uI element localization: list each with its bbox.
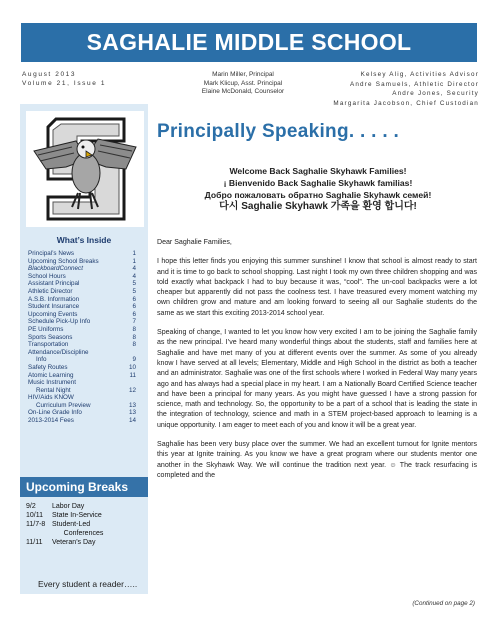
toc-item[interactable]: Sports Seasons 8 (28, 333, 136, 341)
newsletter-title: SAGHALIE MIDDLE SCHOOL (21, 23, 477, 62)
letter-salutation: Dear Saghalie Families, (157, 239, 232, 246)
toc-item[interactable]: Upcoming Events 6 (28, 310, 136, 318)
toc-item[interactable]: Principal’s News 1 (28, 250, 136, 257)
break-item: 11/11 Veteran’s Day (26, 539, 96, 546)
continued-note[interactable]: (Continued on page 2) (412, 600, 475, 607)
issue-date: August 2013 (22, 71, 77, 78)
toc-item[interactable]: A.S.B. Information 6 (28, 295, 136, 303)
toc-item[interactable]: Rental Night 12 (36, 386, 136, 394)
staff-activities: Kelsey Alig, Activities Advisor (360, 71, 479, 78)
toc-item[interactable]: Music Instrument (28, 379, 76, 387)
reader-slogan: Every student a reader….. (38, 579, 138, 589)
toc-item[interactable]: PE Uniforms 8 (28, 325, 136, 333)
toc-item[interactable]: BlackboardConnect 4 (28, 265, 136, 273)
principal-letter (157, 238, 477, 490)
article-title: Principally Speaking. . . . . (157, 121, 400, 142)
staff-list (333, 70, 479, 108)
letter-paragraph: I hope this letter finds you enjoying this summer sunshine! I know that school is almost ready to start and it is time to go back to school shopping. Last night I took my own three children shopping and was told exactly what backpack I had to buy because it was, “cool”. The un-cool backpacks were a lot cheaper but apparently did not pass the coolness test. I have treasured every moment watching my own children grow and mature and am looking forward to seeing all our Saghalie students do the same as we start this exciting 2013-2014 school year. (157, 258, 477, 317)
greeting-english: Welcome Back Saghalie Skyhawk Families! (229, 166, 407, 176)
staff-custodian: Margarita Jacobson, Chief Custodian (333, 99, 479, 107)
break-item: 10/11 State In-Service (26, 512, 102, 519)
toc-item[interactable]: Upcoming School Breaks 1 (28, 257, 136, 265)
toc-item[interactable]: Assistant Principal 5 (28, 280, 136, 288)
table-of-contents (28, 250, 136, 425)
break-item: 9/2 Labor Day (26, 503, 85, 510)
upcoming-breaks-heading: Upcoming Breaks (20, 477, 148, 497)
administration-list (168, 71, 318, 97)
whats-inside-heading: What’s Inside (56, 235, 112, 245)
toc-item[interactable]: Athletic Director 5 (28, 287, 136, 295)
letter-paragraph: Saghalie has been very busy place over the summer. We had an excellent turnout for Ignite mentors this year at Ignite training. As you know we have a great program where our students mentor one another in the Skyhawk Way. We will continue the tradition next year. ☺ The track resurfacing is completed and the (157, 441, 477, 479)
toc-item[interactable]: Safety Routes 10 (28, 363, 136, 371)
toc-item[interactable]: On-Line Grade Info 13 (28, 409, 136, 417)
toc-item[interactable]: Transportation 8 (28, 341, 136, 349)
greeting-korean: 다시 Saghalie Skyhawk 가족을 환영 합니다! (219, 201, 417, 212)
toc-item[interactable]: Atomic Learning 11 (28, 371, 136, 379)
break-item: Conferences (52, 530, 104, 537)
toc-item[interactable]: HIV/Aids KNOW (28, 394, 74, 402)
staff-security: Andre Jones, Security (392, 90, 479, 97)
upcoming-breaks-list (26, 502, 144, 547)
issue-volume: Volume 21, Issue 1 (22, 80, 107, 87)
letter-paragraph: Speaking of change, I wanted to let you know how very excited I am to be joining the Saghalie family as the new principal. I’ve heard many wonderful things about the students, staff and families here at Saghalie and have met many of you at different events over the summer. As some of you already know I have served at all levels; Elementary, Middle and High School in the district as both a teacher and an administrator. Saghalie was one of the first schools where I worked in Federal Way many years ago and has always had a special place in my heart. I am a Nationally Board Certified Science teacher and have been a principal for many years. As you might have guessed I have a strong passion for science, math and technology. So, the opportunity to be a part of a school that is leading the state in the integration of technology, science and math in a STEM project-based approach to learning is a unique opportunity. I am eager to meet each of you and know it will be a great year. (157, 329, 477, 429)
staff-athletics: Andre Samuels, Athletic Director (349, 80, 479, 88)
issue-info (22, 70, 106, 88)
toc-item[interactable]: School Hours 4 (28, 272, 136, 280)
greeting-spanish: ¡ Bienvenido Back Saghalie Skyhawk familias! (223, 178, 413, 188)
toc-item[interactable]: Curriculum Preview 13 (36, 401, 136, 409)
multilingual-greetings (158, 165, 478, 213)
toc-item[interactable]: Attendance/Discipline (28, 348, 89, 356)
toc-item[interactable]: Schedule Pick-Up Info 7 (28, 318, 136, 326)
break-item: 11/7-8 Student-Led (26, 521, 91, 528)
toc-item[interactable]: Info 9 (36, 356, 136, 364)
admin-counselor: Elaine McDonald, Counselor (201, 88, 285, 95)
toc-item[interactable]: Student Insurance 6 (28, 303, 136, 311)
skyhawk-mascot-logo (26, 111, 144, 227)
admin-asst-principal: Mark Klicup, Asst. Principal (203, 79, 283, 87)
admin-principal: Marin Miller, Principal (212, 71, 274, 78)
greeting-russian: Добро пожаловать обратно Saghalie Skyhawk семей! (204, 190, 432, 200)
toc-item[interactable]: 2013-2014 Fees 14 (28, 417, 136, 425)
